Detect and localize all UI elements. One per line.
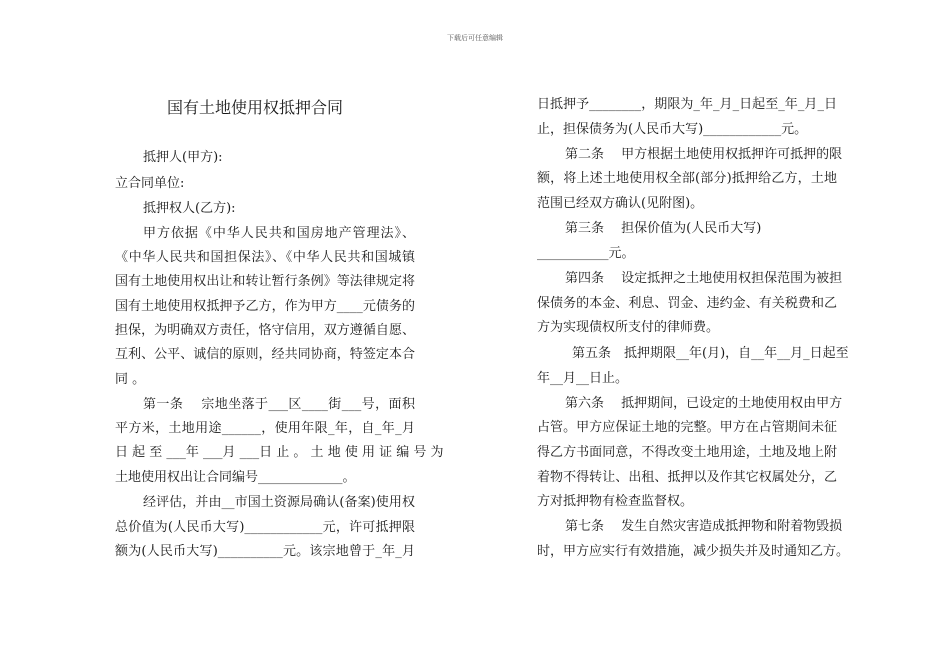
text-line: 抵押人(甲方): <box>143 150 223 165</box>
text-line: 第五条 抵押期限__年(月)，自__年__月_日起至 <box>572 346 849 361</box>
text-line: 第二条 甲方根据土地使用权抵押许可抵押的限 <box>565 147 843 162</box>
text-line: 日 起 至 ___年 ___月 ___日 止 。 土 地 使 用 证 编 号 为 <box>115 445 444 460</box>
text-line: 止，担保债务为(人民币大写)____________元。 <box>537 122 808 137</box>
text-line: 国有土地使用权出让和转让暂行条例》等法律规定将 <box>115 274 415 289</box>
text-line: 国有土地使用权抵押予乙方，作为甲方____元债务的 <box>115 299 415 314</box>
text-line: 抵押权人(乙方): <box>143 201 236 216</box>
text-line: 方为实现债权所支付的律师费。 <box>537 320 720 335</box>
text-line: 第六条 抵押期间，已设定的土地使用权由甲方 <box>565 396 843 411</box>
text-line: 占管。甲方应保证土地的完整。甲方在占管期间未征 <box>537 420 837 435</box>
text-line: 担保，为明确双方责任，恪守信用，双方遵循自愿、 <box>115 323 415 338</box>
text-line: 着物不得转让、出租、抵押以及作其它权属处分，乙 <box>537 470 837 485</box>
text-line: 方对抵押物有检查监督权。 <box>537 494 694 509</box>
text-line: 第三条 担保价值为(人民币大写) <box>565 221 762 236</box>
text-line: 范围已经双方确认(见附图)。 <box>537 196 704 211</box>
text-line: 《中华人民共和国担保法》、《中华人民共和国城镇 <box>115 250 415 265</box>
text-line: 经评估，并由__市国土资源局确认(备案)使用权 <box>143 495 415 510</box>
text-line: 立合同单位: <box>115 176 185 191</box>
document-title: 国有土地使用权抵押合同 <box>167 98 344 117</box>
text-line: 同 。 <box>115 372 146 387</box>
text-line: 额，将上述土地使用权全部(部分)抵押给乙方，土地 <box>537 171 837 186</box>
text-line: 总价值为(人民币大写)____________元，许可抵押限 <box>115 520 415 535</box>
text-line: 第四条 设定抵押之土地使用权担保范围为被担 <box>565 271 843 286</box>
text-line: 额为(人民币大写)__________元。该宗地曾于_年_月 <box>115 544 415 559</box>
text-line: 第七条 发生自然灾害造成抵押物和附着物毁损 <box>565 519 843 534</box>
text-line: 第一条 宗地坐落于___区____街___号，面积 <box>143 397 415 412</box>
text-line: 保债务的本金、利息、罚金、违约金、有关税费和乙 <box>537 296 837 311</box>
text-line: 时，甲方应实行有效措施，减少损失并及时通知乙方。 <box>537 544 850 559</box>
text-line: 互利、公平、诚信的原则，经共同协商，特签定本合 <box>115 347 415 362</box>
header-note: 下载后可任意编辑 <box>447 34 503 42</box>
text-line: ___________元。 <box>537 246 635 261</box>
text-line: 得乙方书面同意，不得改变土地用途，土地及地上附 <box>537 445 837 460</box>
text-line: 甲方依据《中华人民共和国房地产管理法》、 <box>143 226 415 241</box>
text-line: 土地使用权出让合同编号_____________。 <box>115 470 356 485</box>
text-line: 日抵押予________，期限为_年_月_日起至_年_月_日 <box>537 97 837 112</box>
text-line: 平方米，土地用途______，使用年限_年，自_年_月 <box>115 421 415 436</box>
text-line: 年__月__日止。 <box>537 371 629 386</box>
